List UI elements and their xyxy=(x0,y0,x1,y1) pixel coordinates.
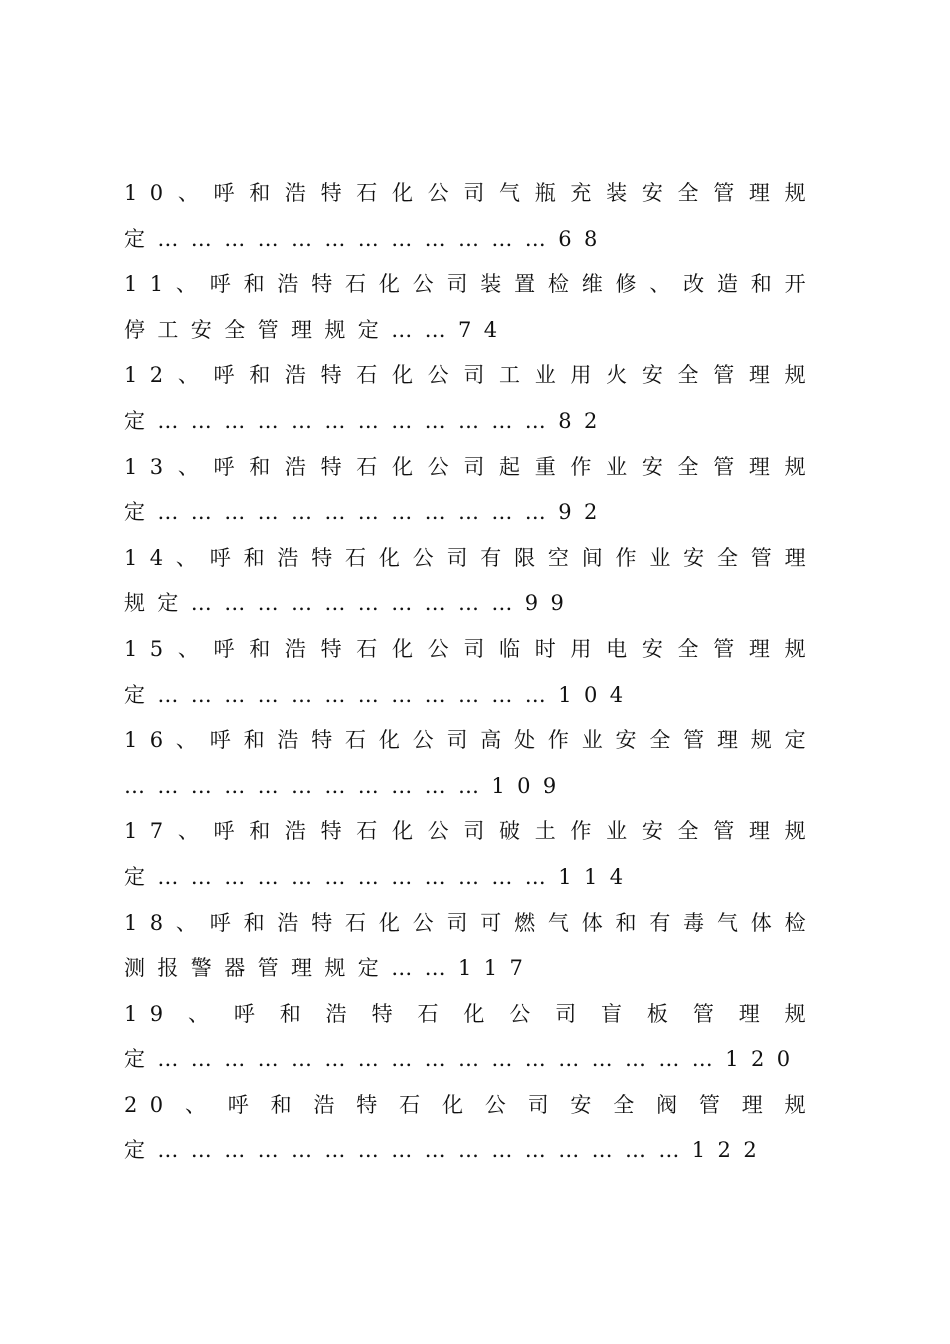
toc-entry-14[interactable]: 14、呼和浩特石化公司有限空间作业安全管理规定…………………………99 xyxy=(124,545,818,616)
toc-entry-16[interactable]: 16、呼和浩特石化公司高处作业安全管理规定 ……………………………109 xyxy=(124,728,818,798)
toc-entry-15[interactable]: 15、呼和浩特石化公司临时用电安全管理规定………………………………104 xyxy=(124,636,818,707)
toc-entry-18[interactable]: 18、呼和浩特石化公司可燃气体和有毒气体检测报警器管理规定……117 xyxy=(124,910,818,981)
toc-entry-12[interactable]: 12、呼和浩特石化公司工业用火安全管理规定………………………………82 xyxy=(124,363,818,433)
table-of-contents xyxy=(124,171,818,1174)
toc-entry-10[interactable]: 10、呼和浩特石化公司气瓶充装安全管理规定………………………………68 xyxy=(124,181,818,251)
toc-entry-17[interactable]: 17、呼和浩特石化公司破土作业安全管理规定………………………………114 xyxy=(124,819,818,889)
toc-entry-13[interactable]: 13、呼和浩特石化公司起重作业安全管理规定………………………………92 xyxy=(124,454,818,525)
toc-entry-11[interactable]: 11、呼和浩特石化公司装置检维修、改造和开停工安全管理规定……74 xyxy=(124,272,818,342)
toc-entry-19[interactable]: 19、呼和浩特石化公司盲板管理规定……………………………………………120 xyxy=(124,1001,818,1072)
toc-entry-20[interactable]: 20、呼和浩特石化公司安全阀管理规定…………………………………………122 xyxy=(124,1092,818,1163)
